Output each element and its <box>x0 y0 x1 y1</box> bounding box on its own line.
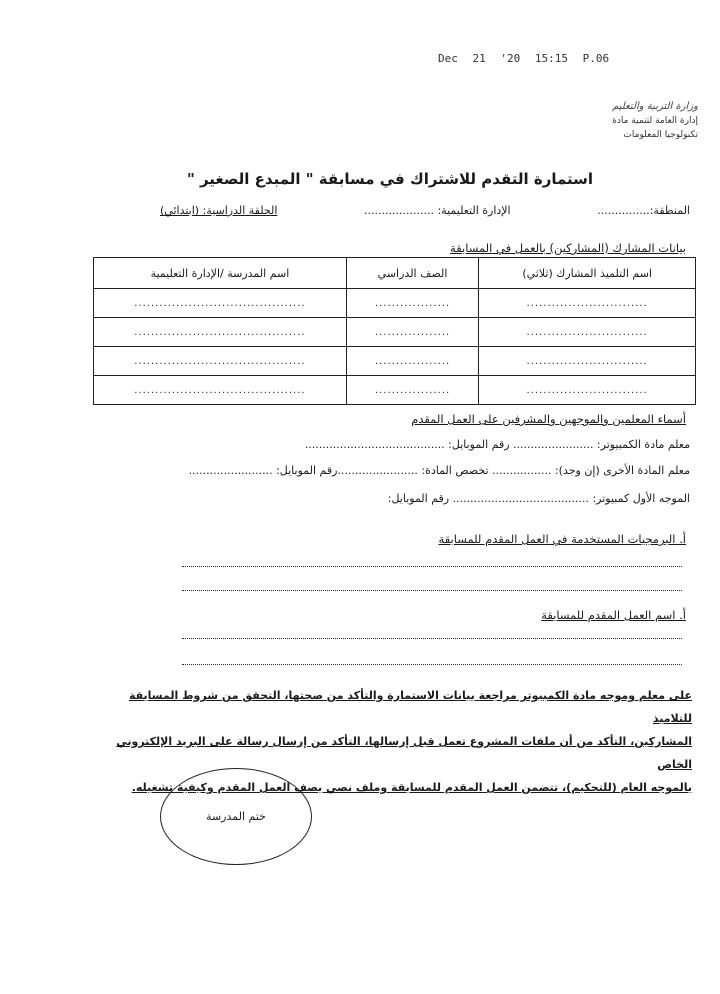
cell-grade[interactable]: .................. <box>346 318 478 347</box>
cell-school[interactable]: ......................................... <box>94 289 347 318</box>
cell-grade[interactable]: .................. <box>346 376 478 405</box>
ministry-header <box>558 100 698 142</box>
cell-school[interactable]: ......................................... <box>94 376 347 405</box>
school-stamp-area <box>160 768 312 865</box>
cell-student[interactable]: ............................. <box>479 376 696 405</box>
computer-teacher-line[interactable]: معلم مادة الكمبيوتر: ....................... رقم الموبايل: ........................................ <box>304 438 690 451</box>
supervisor-line[interactable]: الموجه الأول كمبيوتر: ....................................... رقم الموبايل: <box>387 492 690 505</box>
region-field[interactable]: المنطقة:............... <box>597 204 690 217</box>
project-heading: أ. اسم العمل المقدم للمسابقة <box>541 608 686 622</box>
project-line-1[interactable] <box>182 638 682 639</box>
stamp-label: ختم المدرسة <box>206 810 266 823</box>
table-row <box>94 318 696 347</box>
table-row <box>94 347 696 376</box>
cell-student[interactable]: ............................. <box>479 318 696 347</box>
table-row <box>94 289 696 318</box>
stage-field: الحلقة الدراسية: (ابتدائي) <box>160 204 278 217</box>
ministry-line-1: إدارة العامة لتنمية مادة <box>612 116 698 126</box>
form-title: استمارة التقدم للاشتراك في مسابقة " المبدع الصغير " <box>186 170 594 188</box>
software-line-2[interactable] <box>182 590 682 591</box>
meta-row <box>160 204 690 217</box>
header-grade: الصف الدراسي <box>346 258 478 289</box>
notice-line-1: على معلم وموجه مادة الكمبيوتر مراجعة بيانات الاستمارة والتأكد من صحتها، التحقق من شروط المسابقة للتلاميذ <box>128 689 692 725</box>
project-line-2[interactable] <box>182 664 682 665</box>
software-line-1[interactable] <box>182 566 682 567</box>
participants-table <box>93 257 696 405</box>
ministry-seal: وزارة التربية والتعليم <box>612 101 698 112</box>
other-teacher-line[interactable]: معلم المادة الأخرى (إن وجد): ................. تخصص المادة: .......................رقم الموبايل: ........................ <box>188 464 690 477</box>
fax-header: Dec 21 '20 15:15 P.06 <box>438 52 610 65</box>
ministry-line-2: تكنولوجيا المعلومات <box>623 130 698 140</box>
cell-school[interactable]: ......................................... <box>94 347 347 376</box>
header-student: اسم التلميذ المشارك (ثلاثي) <box>479 258 696 289</box>
admin-field[interactable]: الإدارة التعليمية: .................... <box>364 204 511 217</box>
participants-heading: بيانات المشارك (المشاركين) بالعمل في المسابقة <box>450 241 686 255</box>
cell-grade[interactable]: .................. <box>346 347 478 376</box>
notice-line-3: بالموجه العام (للتحكيم)، تتضمن العمل المقدم للمسابقة وملف نصي يصف العمل المقدم وكيفية تشغيله. <box>131 781 692 794</box>
cell-student[interactable]: ............................. <box>479 289 696 318</box>
teachers-heading: أسماء المعلمين والموجهين والمشرفين على العمل المقدم <box>411 412 686 426</box>
notice-line-2: المشاركين، التأكد من أن ملفات المشروع تعمل قبل إرسالها، التأكد من إرسال رسالة على البريد الإلكتروني الخاص <box>116 735 692 771</box>
cell-student[interactable]: ............................. <box>479 347 696 376</box>
header-school: اسم المدرسة /الإدارة التعليمية <box>94 258 347 289</box>
software-heading: أ. البرمجيات المستخدمة في العمل المقدم للمسابقة <box>438 532 686 546</box>
cell-grade[interactable]: .................. <box>346 289 478 318</box>
table-row <box>94 376 696 405</box>
cell-school[interactable]: ......................................... <box>94 318 347 347</box>
table-header-row <box>94 258 696 289</box>
